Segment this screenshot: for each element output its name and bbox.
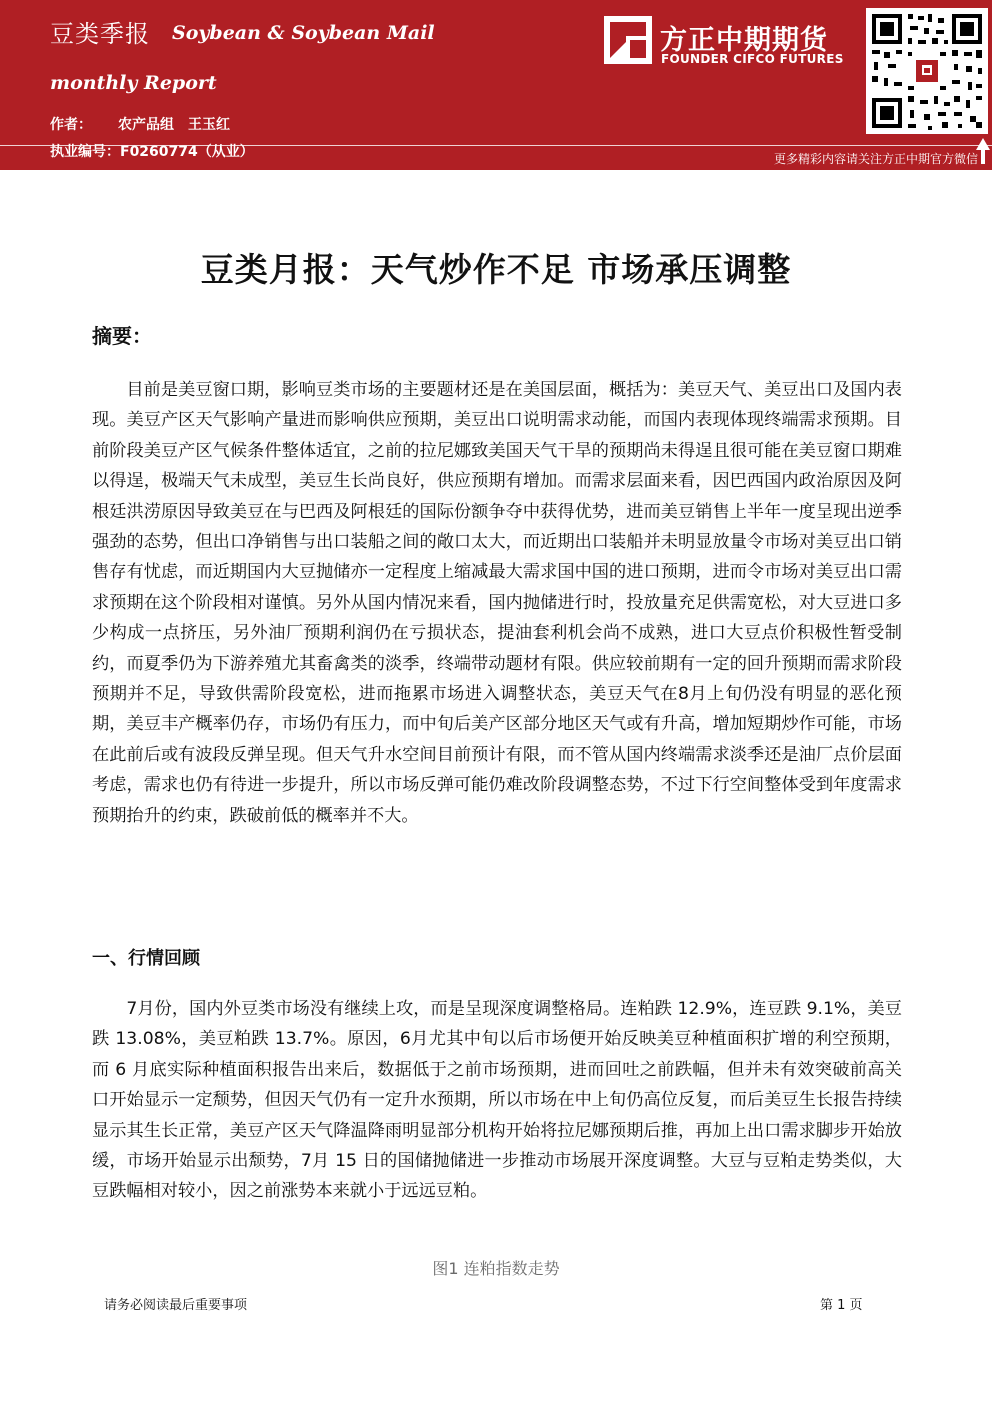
abstract-paragraph: 目前是美豆窗口期，影响豆类市场的主要题材还是在美国层面，概括为：美豆天气、美豆出口及国内表现。美豆产区天气影响产量进而影响供应预期，美豆出口说明需求动能，而国内表现体现终端需求预期。目前阶段美豆产区气候条件整体适宜，之前的拉尼娜致美国天气干旱的预期尚未得逞且很可能在美豆窗口期难以得逞，极端天气未成型，美豆生长尚良好，供应预期有增加。而需求层面来看，因巴西国内政治原因及阿根廷洪涝原因导致美豆在与巴西及阿根廷的国际份额争夺中获得优势，进而美豆销售上半年一度呈现出逆季强劲的态势，但出口净销售与出口装船之间的敞口太大，而近期出口装船并未明显放量令市场对美豆出口销售存有忧虑，而近期国内大豆抛储亦一定程度上缩减最大需求国中国的进口预期，进而令市场对美豆出口需求预期在这个阶段相对谨慎。另外从国内情况来看，国内抛储进行时，投放量充足供需宽松，对大豆进口多少构成一点挤压，另外油厂预期利润仍在亏损状态，提油套利机会尚不成熟，进口大豆点价积极性暂受制约，而夏季仍为下游养殖尤其畜禽类的淡季，终端带动题材有限。供应较前期有一定的回升预期而需求阶段预期并不足，导致供需阶段宽松，进而拖累市场进入调整状态，美豆天气在8月上旬仍没有明显的恶化预期，美豆丰产概率仍存，市场仍有压力，而中旬后美产区部分地区天气或有升高，增加短期炒作可能，市场在此前后或有波段反弹呈现。但天气升水空间目前预计有限，而不管从国内终端需求淡季还是油厂点价层面考虑，需求也仍有待进一步提升，所以市场反弹可能仍难改阶段调整态势，不过下行空间整体受到年度需求预期抬升的约束，跌破前低的概率并不大。 (92, 380, 902, 826)
document-title: 豆类月报：天气炒作不足 市场承压调整 (200, 250, 792, 289)
report-type: 豆类季报 (50, 20, 150, 48)
report-english-subtitle: monthly Report (50, 72, 217, 94)
author-name: 农产品组 王玉红 (118, 117, 230, 133)
wechat-qr-code (866, 8, 988, 134)
abstract-label: 摘要： (92, 324, 152, 348)
market-review-paragraph: 7月份，国内外豆类市场没有继续上攻，而是呈现深度调整格局。连粕跌 12.9%，连豆跌 9.1%，美豆跌 13.08%，美豆粕跌 13.7%。原因，6月尤其中旬以后市场便开始反映美豆种植面积扩增的利空预期，而 6 月底实际种植面积报告出来后，数据低于之前市场预期，进而回吐之前跌幅，但并未有效突破前高关口开始显示一定颓势，但因天气仍有一定升水预期，所以市场在中上旬仍高位反复，而后美豆生长报告持续显示其生长正常，美豆产区天气降温降雨明显部分机构开始将拉尼娜预期后推，再加上出口需求脚步开始放缓，市场开始显示出颓势，7月 15 日的国储抛储进一步推动市场展开深度调整。大豆与豆粕走势类似，大豆跌幅相对较小，因之前涨势本来就小于远远豆粕。 (92, 999, 902, 1202)
license-number: 执业编号：F0260774（从业） (50, 144, 254, 160)
author-line (50, 114, 230, 134)
report-header (0, 0, 992, 170)
figure-caption: 图1 连粕指数走势 (432, 1259, 560, 1278)
wechat-follow-note: 更多精彩内容请关注方正中期官方微信 (773, 152, 978, 166)
company-logo (604, 16, 854, 66)
founder-logo-icon (604, 16, 652, 64)
author-label: 作者： (50, 117, 92, 133)
qr-code-icon (866, 8, 988, 134)
section-heading-market-review: 一、行情回顾 (92, 948, 200, 969)
report-english-title: Soybean & Soybean Mail (172, 22, 435, 44)
header-divider (0, 145, 992, 146)
logo-chinese-name: 方正中期期货 (660, 25, 828, 56)
logo-english-name: FOUNDER CIFCO FUTURES (661, 52, 844, 66)
footer-page-number: 第 1 页 (820, 1298, 863, 1313)
footer-disclaimer: 请务必阅读最后重要事项 (104, 1298, 248, 1313)
